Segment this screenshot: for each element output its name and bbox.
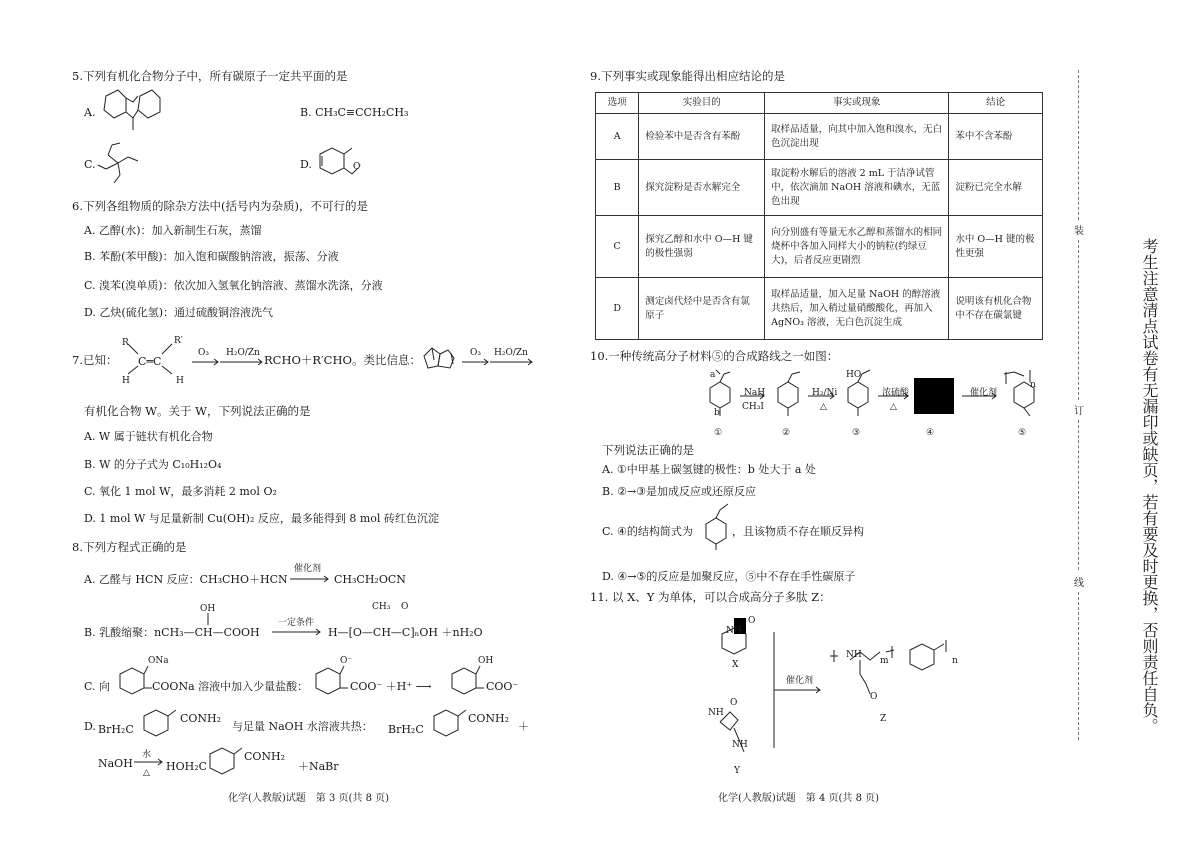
q11-nh-x: NH xyxy=(726,626,742,636)
q11-m: m xyxy=(880,656,889,666)
q7-option-b: B. W 的分子式为 C₁₀H₁₂O₄ xyxy=(84,458,222,471)
q7-h1: H xyxy=(122,376,130,386)
q10-label-a: a xyxy=(710,370,716,380)
q7-stem2: 有机化合物 W。关于 W，下列说法正确的是 xyxy=(84,404,311,418)
q8-b-o: O xyxy=(401,602,409,612)
q10-label: ② xyxy=(782,428,791,438)
q8-d-conh2: CONH₂ xyxy=(468,712,510,725)
q9-cell: 取样品适量，加入足量 NaOH 的醇溶液共热后，加入稍过量硝酸酸化，再加入 AgNO₃ 溶液，无白色沉淀生成 xyxy=(765,278,949,340)
binding-char-xian: 线 xyxy=(1074,578,1084,589)
q8-d-benzene3 xyxy=(206,744,242,776)
q10-option-c-structure xyxy=(702,500,736,552)
q10-option-a: A. ①中甲基上碳氢键的极性：b 处大于 a 处 xyxy=(602,463,816,476)
q10-option-c-pre: C. ④的结构简式为 xyxy=(602,525,693,538)
q8-b-post: H—[O—CH—C]ₙOH ＋nH₂O xyxy=(328,626,483,639)
q5-option-c-label: C. xyxy=(84,158,96,171)
q8-c-oh: OH xyxy=(478,656,494,666)
q10-label-b: b xyxy=(714,408,720,418)
q10-n: n xyxy=(1030,380,1036,390)
q11-catalyst: 催化剂 xyxy=(786,676,814,686)
q7-reducer: H₂O/Zn xyxy=(226,348,260,358)
q10-label: ① xyxy=(714,428,723,438)
q7-reducer-b: H₂O/Zn xyxy=(494,348,528,358)
q8-d-conh3: CONH₂ xyxy=(244,750,286,763)
q6-option-a: A. 乙醇(水)：加入新制生石灰，蒸馏 xyxy=(84,224,262,237)
q7-product: RCHO＋R′CHO。类比信息： xyxy=(264,353,421,367)
q11-n: n xyxy=(952,656,958,666)
q10-option-d: D. ④→⑤的反应是加聚反应，⑤中不存在手性碳原子 xyxy=(602,570,856,583)
q8-b-oh-bond xyxy=(206,613,210,627)
q7-arrow1 xyxy=(192,358,220,366)
q8-d-br: BrH₂C xyxy=(98,723,134,736)
q10-delta1: △ xyxy=(820,402,827,412)
q7-ozone-b: O₃ xyxy=(470,348,481,358)
q8-d-naoh: NaOH xyxy=(98,757,133,770)
left-footer: 化学(人教版)试题 第 3 页(共 8 页) xyxy=(228,793,390,804)
q9-cell: 探究淀粉是否水解完全 xyxy=(639,160,765,216)
q7-option-d: D. 1 mol W 与足量新制 Cu(OH)₂ 反应，最多能得到 8 mol 砖红色沉淀 xyxy=(84,512,439,525)
q8-c-pre: C. 向 xyxy=(84,680,111,693)
q11-stem: 11. 以 X、Y 为单体，可以合成高分子多肽 Z： xyxy=(590,590,831,604)
q10-label: ③ xyxy=(852,428,861,438)
q7-arrow4 xyxy=(490,358,534,366)
q5-stem: 5.下列有机化合物分子中，所有碳原子一定共平面的是 xyxy=(72,69,348,83)
q7-arrow3 xyxy=(462,358,490,366)
q10-stem2: 下列说法正确的是 xyxy=(602,443,694,457)
q9-cell: 水中 O—H 键的极性更强 xyxy=(949,216,1043,278)
q8-c-benzene2 xyxy=(312,664,348,696)
q7-alkene: C═C xyxy=(138,355,162,368)
q10-ch3i: CH₃I xyxy=(742,402,764,412)
q8-d-plus: ＋ xyxy=(518,720,529,733)
q10-catalyst: 催化剂 xyxy=(970,388,998,398)
q11-nh-y: NH xyxy=(708,708,724,718)
q10-nah: NaH xyxy=(744,388,766,398)
q8-d-nabr: ＋NaBr xyxy=(298,760,339,773)
q7-r-prime: R′ xyxy=(174,336,183,346)
q8-d-arrow xyxy=(134,758,164,766)
q8-c-coo2: COO⁻ xyxy=(486,680,519,693)
q10-option-c-post: ，且该物质不存在顺反异构 xyxy=(732,525,864,538)
q9-cell: 苯中不含苯酚 xyxy=(949,114,1043,160)
q8-d-mid: 与足量 NaOH 水溶液共热： xyxy=(232,720,373,733)
q8-c-mid: COONa 溶液中加入少量盐酸： xyxy=(152,680,309,693)
q8-a-post: CH₃CH₂OCN xyxy=(334,573,406,586)
q10-label: ④ xyxy=(926,428,935,438)
q7-r: R xyxy=(122,338,129,348)
q11-scheme xyxy=(710,612,970,782)
q8-c-coo: COO⁻ ＋H⁺ ⟶ xyxy=(350,680,432,693)
binding-line-dashed xyxy=(1078,240,1079,400)
q11-o-x: O xyxy=(748,616,756,626)
q9-header: 选项 xyxy=(596,93,639,114)
q9-cell: 向分别盛有等量无水乙醇和蒸馏水的相同烧杯中各加入同样大小的钠粒(约绿豆大)，后者反应更剧烈 xyxy=(765,216,949,278)
q6-option-b: B. 苯酚(苯甲酸)：加入饱和碳酸钠溶液，振荡、分液 xyxy=(84,250,339,263)
q8-d-ho: HOH₂C xyxy=(166,760,208,773)
right-footer: 化学(人教版)试题 第 4 页(共 8 页) xyxy=(718,793,880,804)
binding-char-ding: 订 xyxy=(1074,406,1084,417)
exam-notice-vertical: 考生注意清点试卷有无漏印或缺页，若有要及时更换，否则责任自负。 xyxy=(1140,238,1159,734)
binding-char-zhuang: 装 xyxy=(1074,226,1084,237)
q10-stem: 10.一种传统高分子材料⑤的合成路线之一如图： xyxy=(590,349,839,363)
q6-option-d: D. 乙炔(硫化氢)：通过硫酸铜溶液洗气 xyxy=(84,306,274,319)
q8-b-arrow xyxy=(272,628,322,636)
q8-d-benzene2 xyxy=(430,706,466,738)
q8-d-delta: △ xyxy=(143,768,150,778)
q7-alkene-bonds xyxy=(124,340,184,380)
q11-x-label: X xyxy=(732,660,739,670)
q9-cell: 说明该有机化合物中不存在碳氯键 xyxy=(949,278,1043,340)
q11-z-label: Z xyxy=(880,714,887,724)
q9-cell: 探究乙醇和水中 O—H 键的极性强弱 xyxy=(639,216,765,278)
dicyclopentadiene-structure xyxy=(420,344,456,374)
q10-delta2: △ xyxy=(890,402,897,412)
q10-h2ni: H₂/Ni xyxy=(812,388,838,398)
q8-c-ona: ONa xyxy=(148,656,169,666)
q7-ozone: O₃ xyxy=(198,348,209,358)
q8-c-benzene1 xyxy=(116,664,152,696)
q9-header: 实验目的 xyxy=(639,93,765,114)
q8-b-cond: 一定条件 xyxy=(278,618,315,628)
q9-cell: D xyxy=(596,278,639,340)
q8-b-pre: B. 乳酸缩聚：nCH₃—CH—COOH xyxy=(84,626,260,639)
q9-cell: A xyxy=(596,114,639,160)
binding-line-dashed xyxy=(1078,592,1079,740)
q10-label: ⑤ xyxy=(1018,428,1027,438)
q9-cell: 检验苯中是否含有苯酚 xyxy=(639,114,765,160)
q11-nh-y2: NH xyxy=(732,740,748,750)
q10-option-b: B. ②→③是加成反应或还原反应 xyxy=(602,485,757,498)
fluorene-structure xyxy=(98,88,168,138)
q8-c-om: O⁻ xyxy=(340,656,353,666)
q8-stem: 8.下列方程式正确的是 xyxy=(72,540,187,554)
q8-a-cat: 催化剂 xyxy=(294,564,322,574)
q9-table-header-row xyxy=(596,93,1043,114)
q8-d-water: 水 xyxy=(142,750,152,760)
q8-d-conh: CONH₂ xyxy=(180,712,222,725)
q8-a-arrow xyxy=(290,575,330,583)
q6-option-c: C. 溴苯(溴单质)：依次加入氢氧化钠溶液、蒸馏水洗涤，分液 xyxy=(84,279,383,292)
q5-option-b: B. CH₃C≡CCH₂CH₃ xyxy=(300,106,409,119)
q9-cell: 取样品适量，向其中加入饱和溴水，无白色沉淀出现 xyxy=(765,114,949,160)
q11-nh-z: NH xyxy=(846,650,862,660)
q5-option-a-label: A. xyxy=(84,106,96,119)
q7-option-c: C. 氧化 1 mol W，最多消耗 2 mol O₂ xyxy=(84,485,277,498)
q7-h2: H xyxy=(176,376,184,386)
q9-cell: 淀粉已完全水解 xyxy=(949,160,1043,216)
q8-d-benzene1 xyxy=(140,706,176,738)
q7-stem: 7.已知： xyxy=(72,353,118,367)
aldehyde-o: O xyxy=(353,162,361,172)
q7-option-a: A. W 属于链状有机化合物 xyxy=(84,430,213,443)
q8-c-benzene3 xyxy=(448,664,484,696)
binding-line-dashed xyxy=(1078,420,1079,570)
q8-b-ch3: CH₃ xyxy=(372,602,391,612)
table-row xyxy=(596,114,1043,160)
q10-sulfuric: 浓硫酸 xyxy=(882,388,910,398)
q9-cell: B xyxy=(596,160,639,216)
q9-cell: 取淀粉水解后的溶液 2 mL 于洁净试管中，依次滴加 NaOH 溶液和碘水，无蓝色出现 xyxy=(765,160,949,216)
q6-stem: 6.下列各组物质的除杂方法中(括号内为杂质)，不可行的是 xyxy=(72,199,368,213)
q9-stem: 9.下列事实或现象能得出相应结论的是 xyxy=(590,69,785,83)
q9-header: 结论 xyxy=(949,93,1043,114)
table-row xyxy=(596,278,1043,340)
q7-arrow2 xyxy=(220,358,264,366)
q8-a-pre: A. 乙醛与 HCN 反应：CH₃CHO＋HCN xyxy=(84,573,288,586)
q9-header: 事实或现象 xyxy=(765,93,949,114)
q8-d-pre: D. xyxy=(84,720,96,733)
q11-y-label: Y xyxy=(734,766,740,776)
q9-table xyxy=(595,92,1043,340)
q11-o-z: O xyxy=(870,692,878,702)
q9-cell: 测定卤代烃中是否含有氯原子 xyxy=(639,278,765,340)
table-row xyxy=(596,160,1043,216)
q9-cell: C xyxy=(596,216,639,278)
q5-option-d-label: D. xyxy=(300,158,312,171)
binding-line-dashed xyxy=(1078,70,1079,220)
tetravinylmethane-structure xyxy=(94,141,144,189)
q8-d-br2: BrH₂C xyxy=(388,723,424,736)
q8-b-oh: OH xyxy=(200,604,216,614)
q10-ho: HO xyxy=(846,370,862,380)
table-row xyxy=(596,216,1043,278)
q11-o-y: O xyxy=(730,698,738,708)
